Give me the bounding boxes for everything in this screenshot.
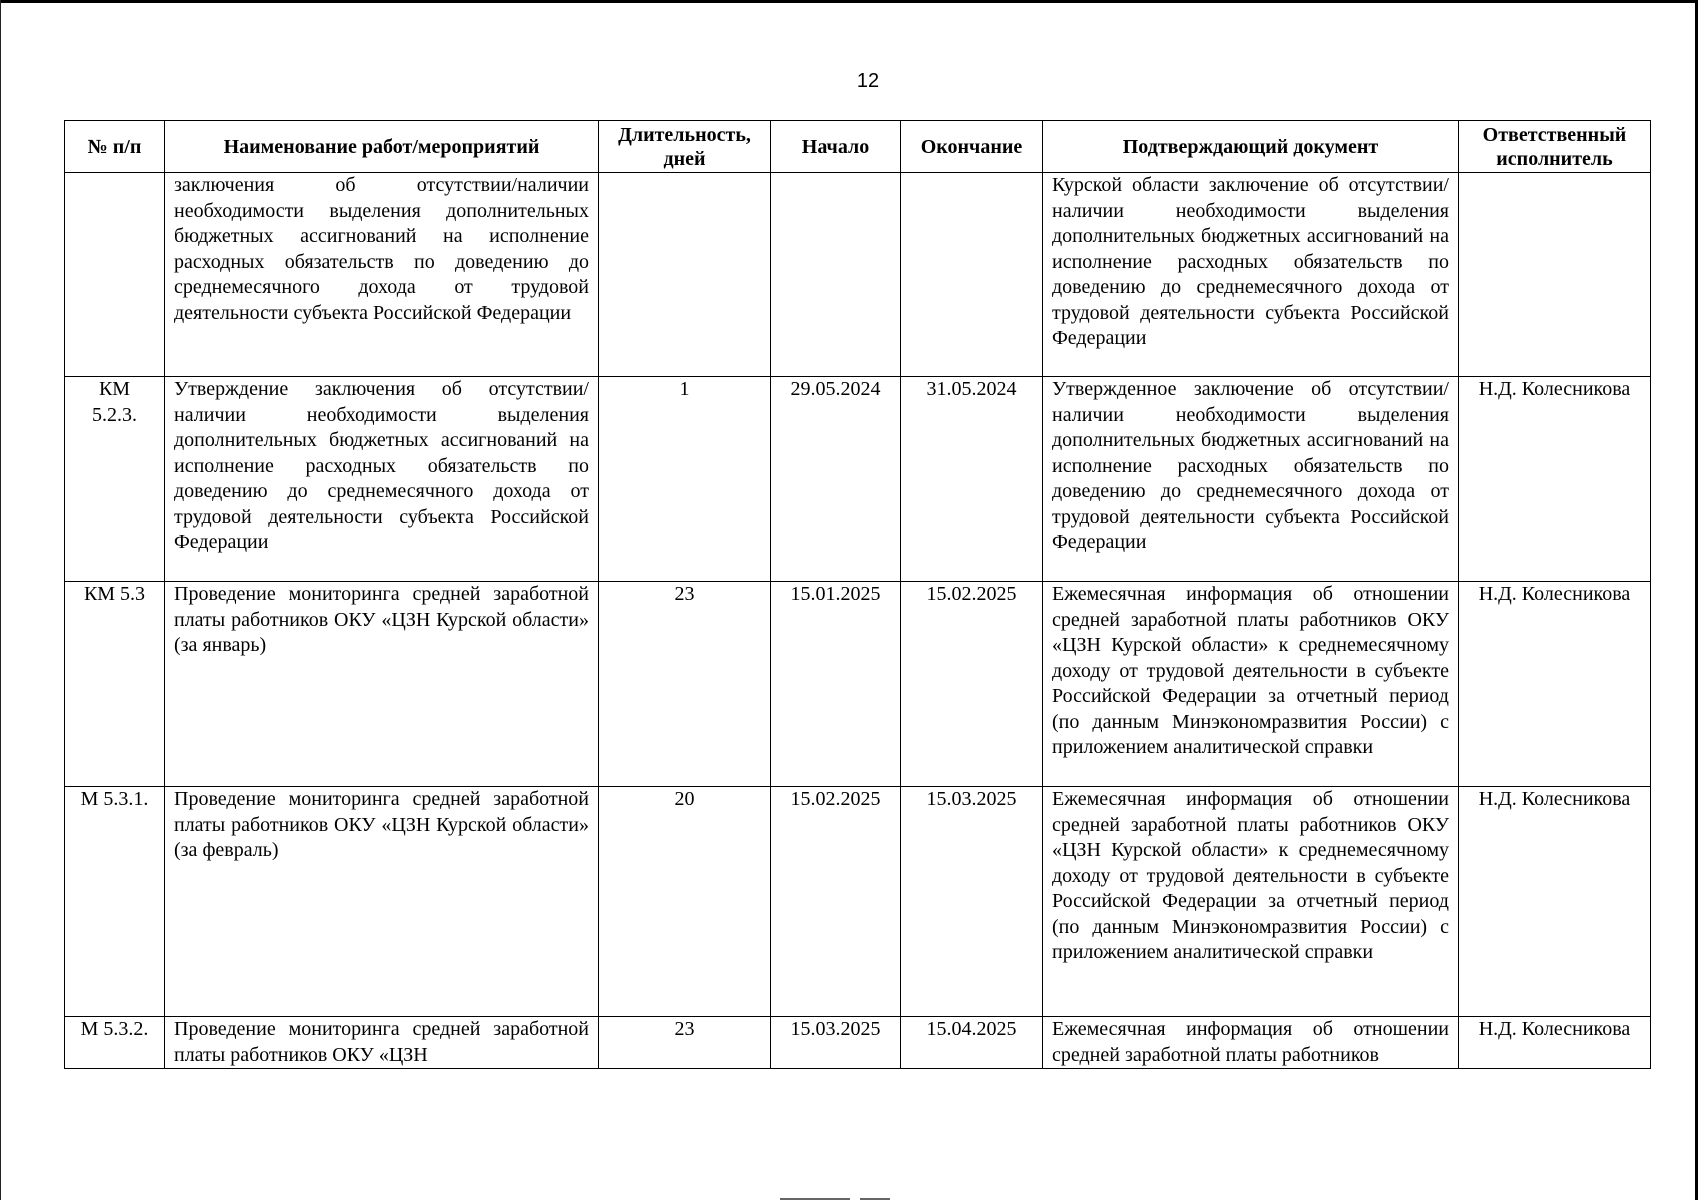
row-duration: 23 [599,1017,771,1069]
row-end: 15.03.2025 [901,787,1043,1017]
header-resp: Ответственный исполнитель [1459,121,1651,173]
row-start: 29.05.2024 [771,377,901,582]
row-start: 15.01.2025 [771,582,901,787]
row-resp: Н.Д. Колесникова [1459,1017,1651,1069]
row-duration: 1 [599,377,771,582]
row-name: Утверждение заключения об отсутствии/наличии необходимости выделения дополнительных бюджетных ассигнований на исполнение расходных обязательств по доведению до среднемесячного дохода от трудовой деятельности субъекта Российской Федерации [165,377,599,582]
row-doc: Ежемесячная информация об отношении средней заработной платы работников [1043,1017,1459,1069]
scan-edge-top [0,0,1698,3]
table-row [65,173,1651,377]
row-name: Проведение мониторинга средней заработной платы работников ОКУ «ЦЗН Курской области» (за февраль) [165,787,599,1017]
row-num: КМ 5.3 [65,582,165,787]
row-resp: Н.Д. Колесникова [1459,582,1651,787]
row-end: 15.04.2025 [901,1017,1043,1069]
row-start [771,173,901,377]
row-resp: Н.Д. Колесникова [1459,787,1651,1017]
row-end: 31.05.2024 [901,377,1043,582]
row-num [65,173,165,377]
row-resp: Н.Д. Колесникова [1459,377,1651,582]
table-row [65,582,1651,787]
row-name: Проведение мониторинга средней заработной платы работников ОКУ «ЦЗН Курской области» (за январь) [165,582,599,787]
row-doc: Курской области заключение об отсутствии/наличии необходимости выделения дополнительных бюджетных ассигнований на исполнение расходных обязательств по доведению до среднемесячного дохода от трудовой деятельности субъекта Российской Федерации [1043,173,1459,377]
row-num: М 5.3.2. [65,1017,165,1069]
work-plan-table [64,120,1651,1069]
row-end: 15.02.2025 [901,582,1043,787]
row-start: 15.02.2025 [771,787,901,1017]
row-name: заключения об отсутствии/наличии необходимости выделения дополнительных бюджетных ассигнований на исполнение расходных обязательств по доведению до среднемесячного дохода от трудовой деятельности субъекта Российской Федерации [165,173,599,377]
row-num: КМ 5.2.3. [65,377,165,582]
row-duration: 20 [599,787,771,1017]
header-start: Начало [771,121,901,173]
row-end [901,173,1043,377]
header-name: Наименование работ/мероприятий [165,121,599,173]
row-duration [599,173,771,377]
row-num: М 5.3.1. [65,787,165,1017]
scan-edge-left [0,0,1,1200]
header-num: № п/п [65,121,165,173]
row-duration: 23 [599,582,771,787]
header-duration: Длительность, дней [599,121,771,173]
header-doc: Подтверждающий документ [1043,121,1459,173]
header-end: Окончание [901,121,1043,173]
table-header-row [65,121,1651,173]
row-start: 15.03.2025 [771,1017,901,1069]
page-number: 12 [856,70,880,92]
table-row [65,377,1651,582]
row-doc: Ежемесячная информация об отношении средней заработной платы работников ОКУ «ЦЗН Курской области» к среднемесячному доходу от трудовой деятельности в субъекте Российской Федерации за отчетный период (по данным Минэкономразвития России) с приложением аналитической справки [1043,787,1459,1017]
row-doc: Ежемесячная информация об отношении средней заработной платы работников ОКУ «ЦЗН Курской области» к среднемесячному доходу от трудовой деятельности в субъекте Российской Федерации за отчетный период (по данным Минэкономразвития России) с приложением аналитической справки [1043,582,1459,787]
row-name: Проведение мониторинга средней заработной платы работников ОКУ «ЦЗН [165,1017,599,1069]
table-row [65,787,1651,1017]
table-row [65,1017,1651,1069]
row-resp [1459,173,1651,377]
row-doc: Утвержденное заключение об отсутствии/наличии необходимости выделения дополнительных бюджетных ассигнований на исполнение расходных обязательств по доведению до среднемесячного дохода от трудовой деятельности субъекта Российской Федерации [1043,377,1459,582]
